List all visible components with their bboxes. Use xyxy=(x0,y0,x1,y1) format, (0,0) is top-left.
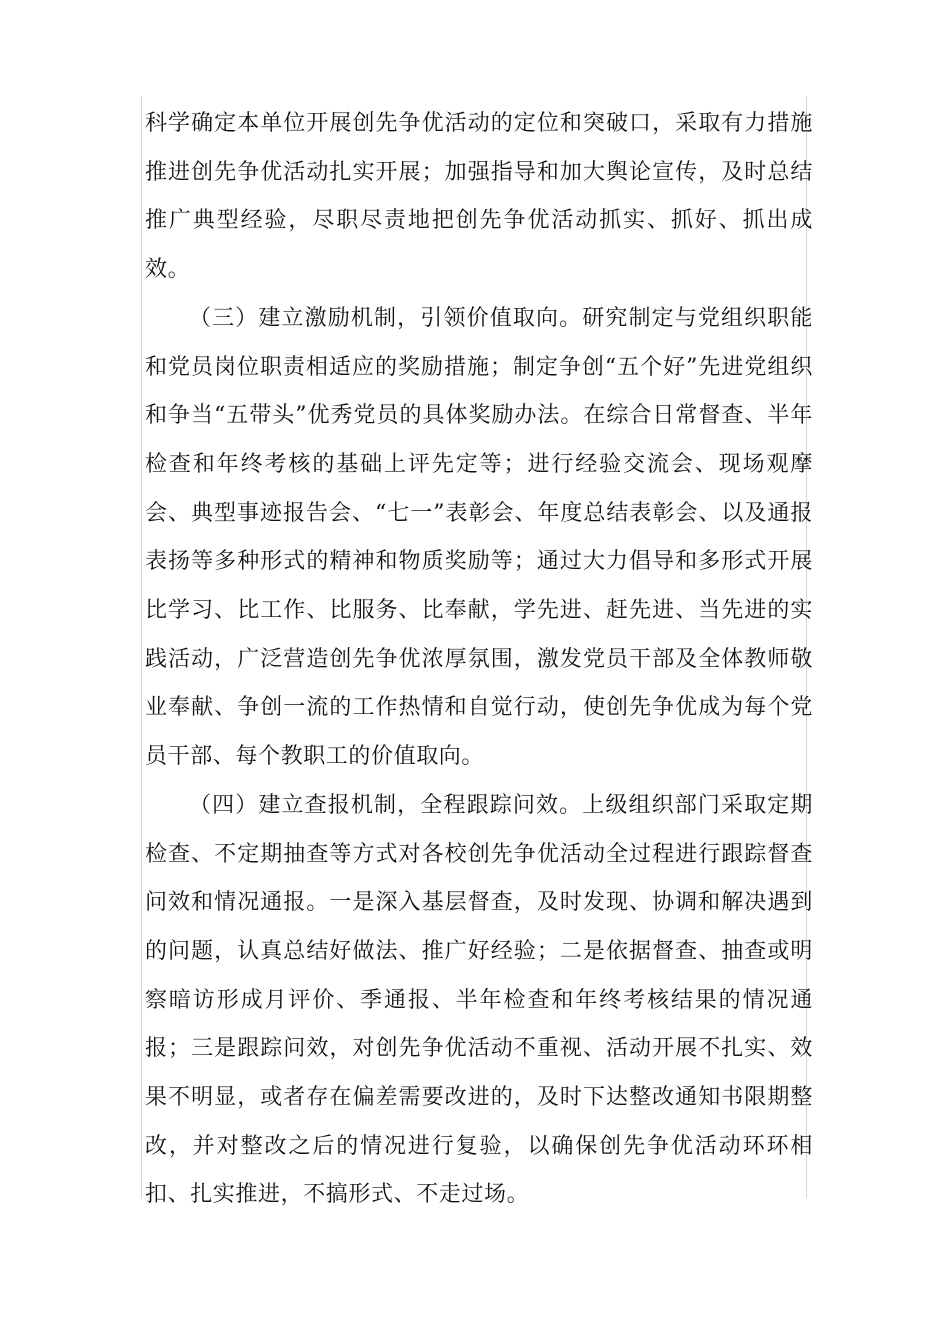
document-body xyxy=(145,100,813,1220)
paragraph-section-three: （三）建立激励机制，引领价值取向。研究制定与党组织职能和党员岗位职责相适应的奖励措施；制定争创“五个好”先进党组织和争当“五带头”优秀党员的具体奖励办法。在综合日常督查、半年检查和年终考核的基础上评先定等；进行经验交流会、现场观摩会、典型事迹报告会、“七一”表彰会、年度总结表彰会、以及通报表扬等多种形式的精神和物质奖励等；通过大力倡导和多形式开展比学习、比工作、比服务、比奉献，学先进、赶先进、当先进的实践活动，广泛营造创先争优浓厚氛围，激发党员干部及全体教师敬业奉献、争创一流的工作热情和自觉行动，使创先争优成为每个党员干部、每个教职工的价值取向。 xyxy=(145,305,813,770)
paragraph-intro-continuation: 科学确定本单位开展创先争优活动的定位和突破口，采取有力措施推进创先争优活动扎实开展；加强指导和加大舆论宣传，及时总结推广典型经验，尽职尽责地把创先争优活动抓实、抓好、抓出成效。 xyxy=(145,111,813,283)
paragraph-section-four: （四）建立查报机制，全程跟踪问效。上级组织部门采取定期检查、不定期抽查等方式对各校创先争优活动全过程进行跟踪督查问效和情况通报。一是深入基层督查，及时发现、协调和解决遇到的问题，认真总结好做法、推广好经验；二是依据督查、抽查或明察暗访形成月评价、季通报、半年检查和年终考核结果的情况通报；三是跟踪问效，对创先争优活动不重视、活动开展不扎实、效果不明显，或者存在偏差需要改进的，及时下达整改通知书限期整改，并对整改之后的情况进行复验，以确保创先争优活动环环相扣、扎实推进，不搞形式、不走过场。 xyxy=(145,792,813,1208)
